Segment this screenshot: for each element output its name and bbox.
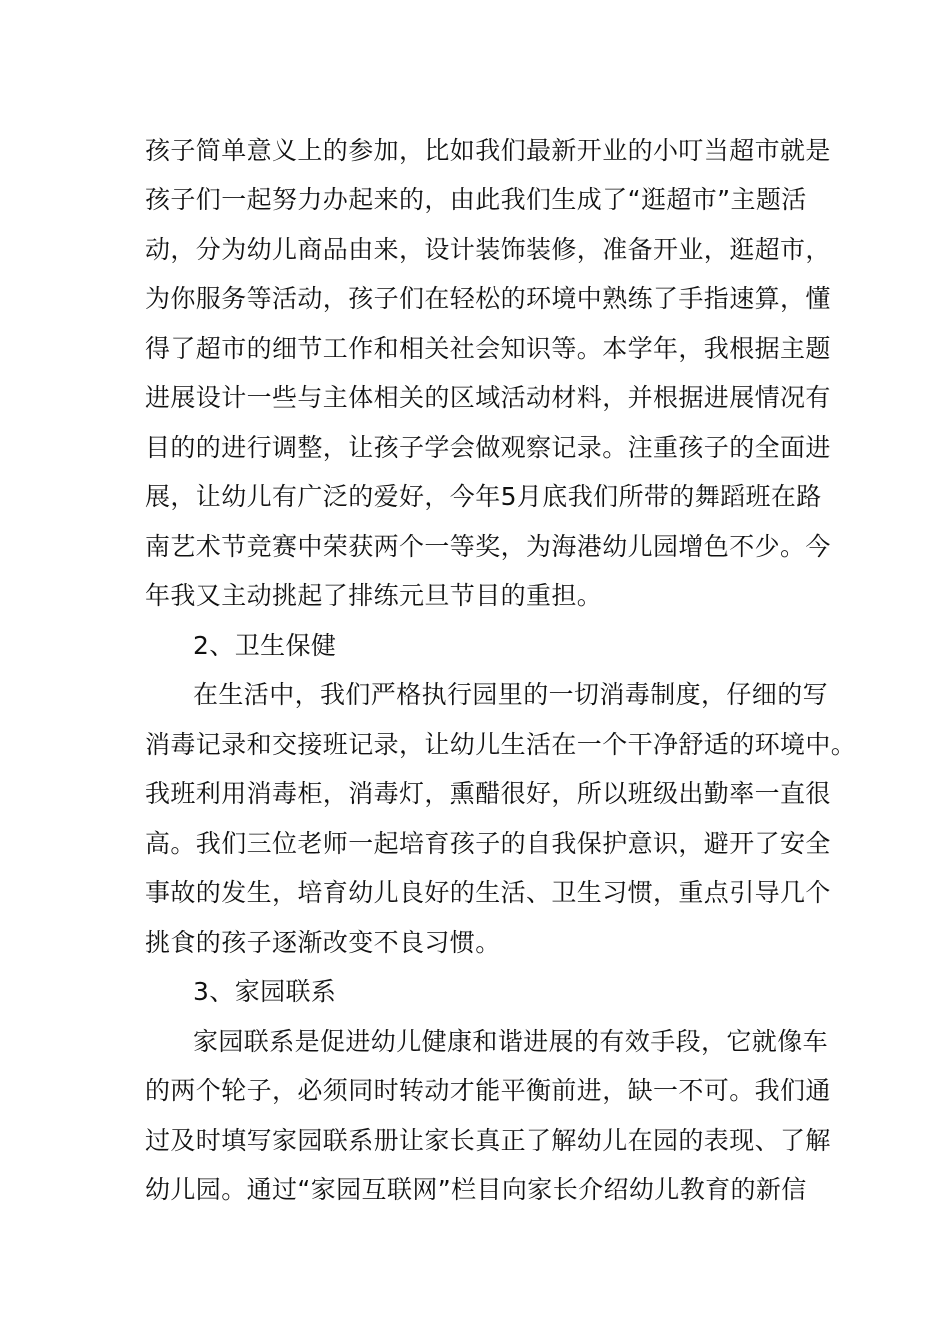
text-line: 的两个轮子，必须同时转动才能平衡前进，缺一不可。我们通 bbox=[145, 1076, 831, 1105]
section-heading: 2、卫生保健 bbox=[193, 631, 337, 660]
text-line: 动，分为幼儿商品由来，设计装饰装修，准备开业，逛超市， bbox=[145, 235, 831, 264]
text-line: 幼儿园。通过“家园互联网”栏目向家长介绍幼儿教育的新信 bbox=[145, 1175, 807, 1204]
text-line: 事故的发生，培育幼儿良好的生活、卫生习惯，重点引导几个 bbox=[145, 878, 831, 907]
text-line: 得了超市的细节工作和相关社会知识等。本学年，我根据主题 bbox=[145, 334, 831, 363]
text-line: 孩子们一起努力办起来的，由此我们生成了“逛超市”主题活 bbox=[145, 185, 807, 214]
text-line: 南艺术节竞赛中荣获两个一等奖，为海港幼儿园增色不少。今 bbox=[145, 532, 831, 561]
text-line: 消毒记录和交接班记录，让幼儿生活在一个干净舒适的环境中。 bbox=[145, 730, 857, 759]
text-line: 目的的进行调整，让孩子学会做观察记录。注重孩子的全面进 bbox=[145, 433, 831, 462]
text-line: 展，让幼儿有广泛的爱好，今年5月底我们所带的舞蹈班在路 bbox=[145, 482, 822, 511]
text-line: 我班利用消毒柜，消毒灯，熏醋很好，所以班级出勤率一直很 bbox=[145, 779, 831, 808]
text-line: 为你服务等活动，孩子们在轻松的环境中熟练了手指速算，懂 bbox=[145, 284, 831, 313]
text-line: 孩子简单意义上的参加，比如我们最新开业的小叮当超市就是 bbox=[145, 136, 831, 165]
text-line: 进展设计一些与主体相关的区域活动材料，并根据进展情况有 bbox=[145, 383, 831, 412]
text-line: 家园联系是促进幼儿健康和谐进展的有效手段，它就像车 bbox=[193, 1027, 829, 1056]
text-line: 过及时填写家园联系册让家长真正了解幼儿在园的表现、了解 bbox=[145, 1126, 831, 1155]
text-line: 在生活中，我们严格执行园里的一切消毒制度，仔细的写 bbox=[193, 680, 829, 709]
text-line: 高。我们三位老师一起培育孩子的自我保护意识，避开了安全 bbox=[145, 829, 831, 858]
text-line: 年我又主动挑起了排练元旦节目的重担。 bbox=[145, 581, 603, 610]
text-line: 挑食的孩子逐渐改变不良习惯。 bbox=[145, 928, 501, 957]
section-heading: 3、家园联系 bbox=[193, 977, 337, 1006]
